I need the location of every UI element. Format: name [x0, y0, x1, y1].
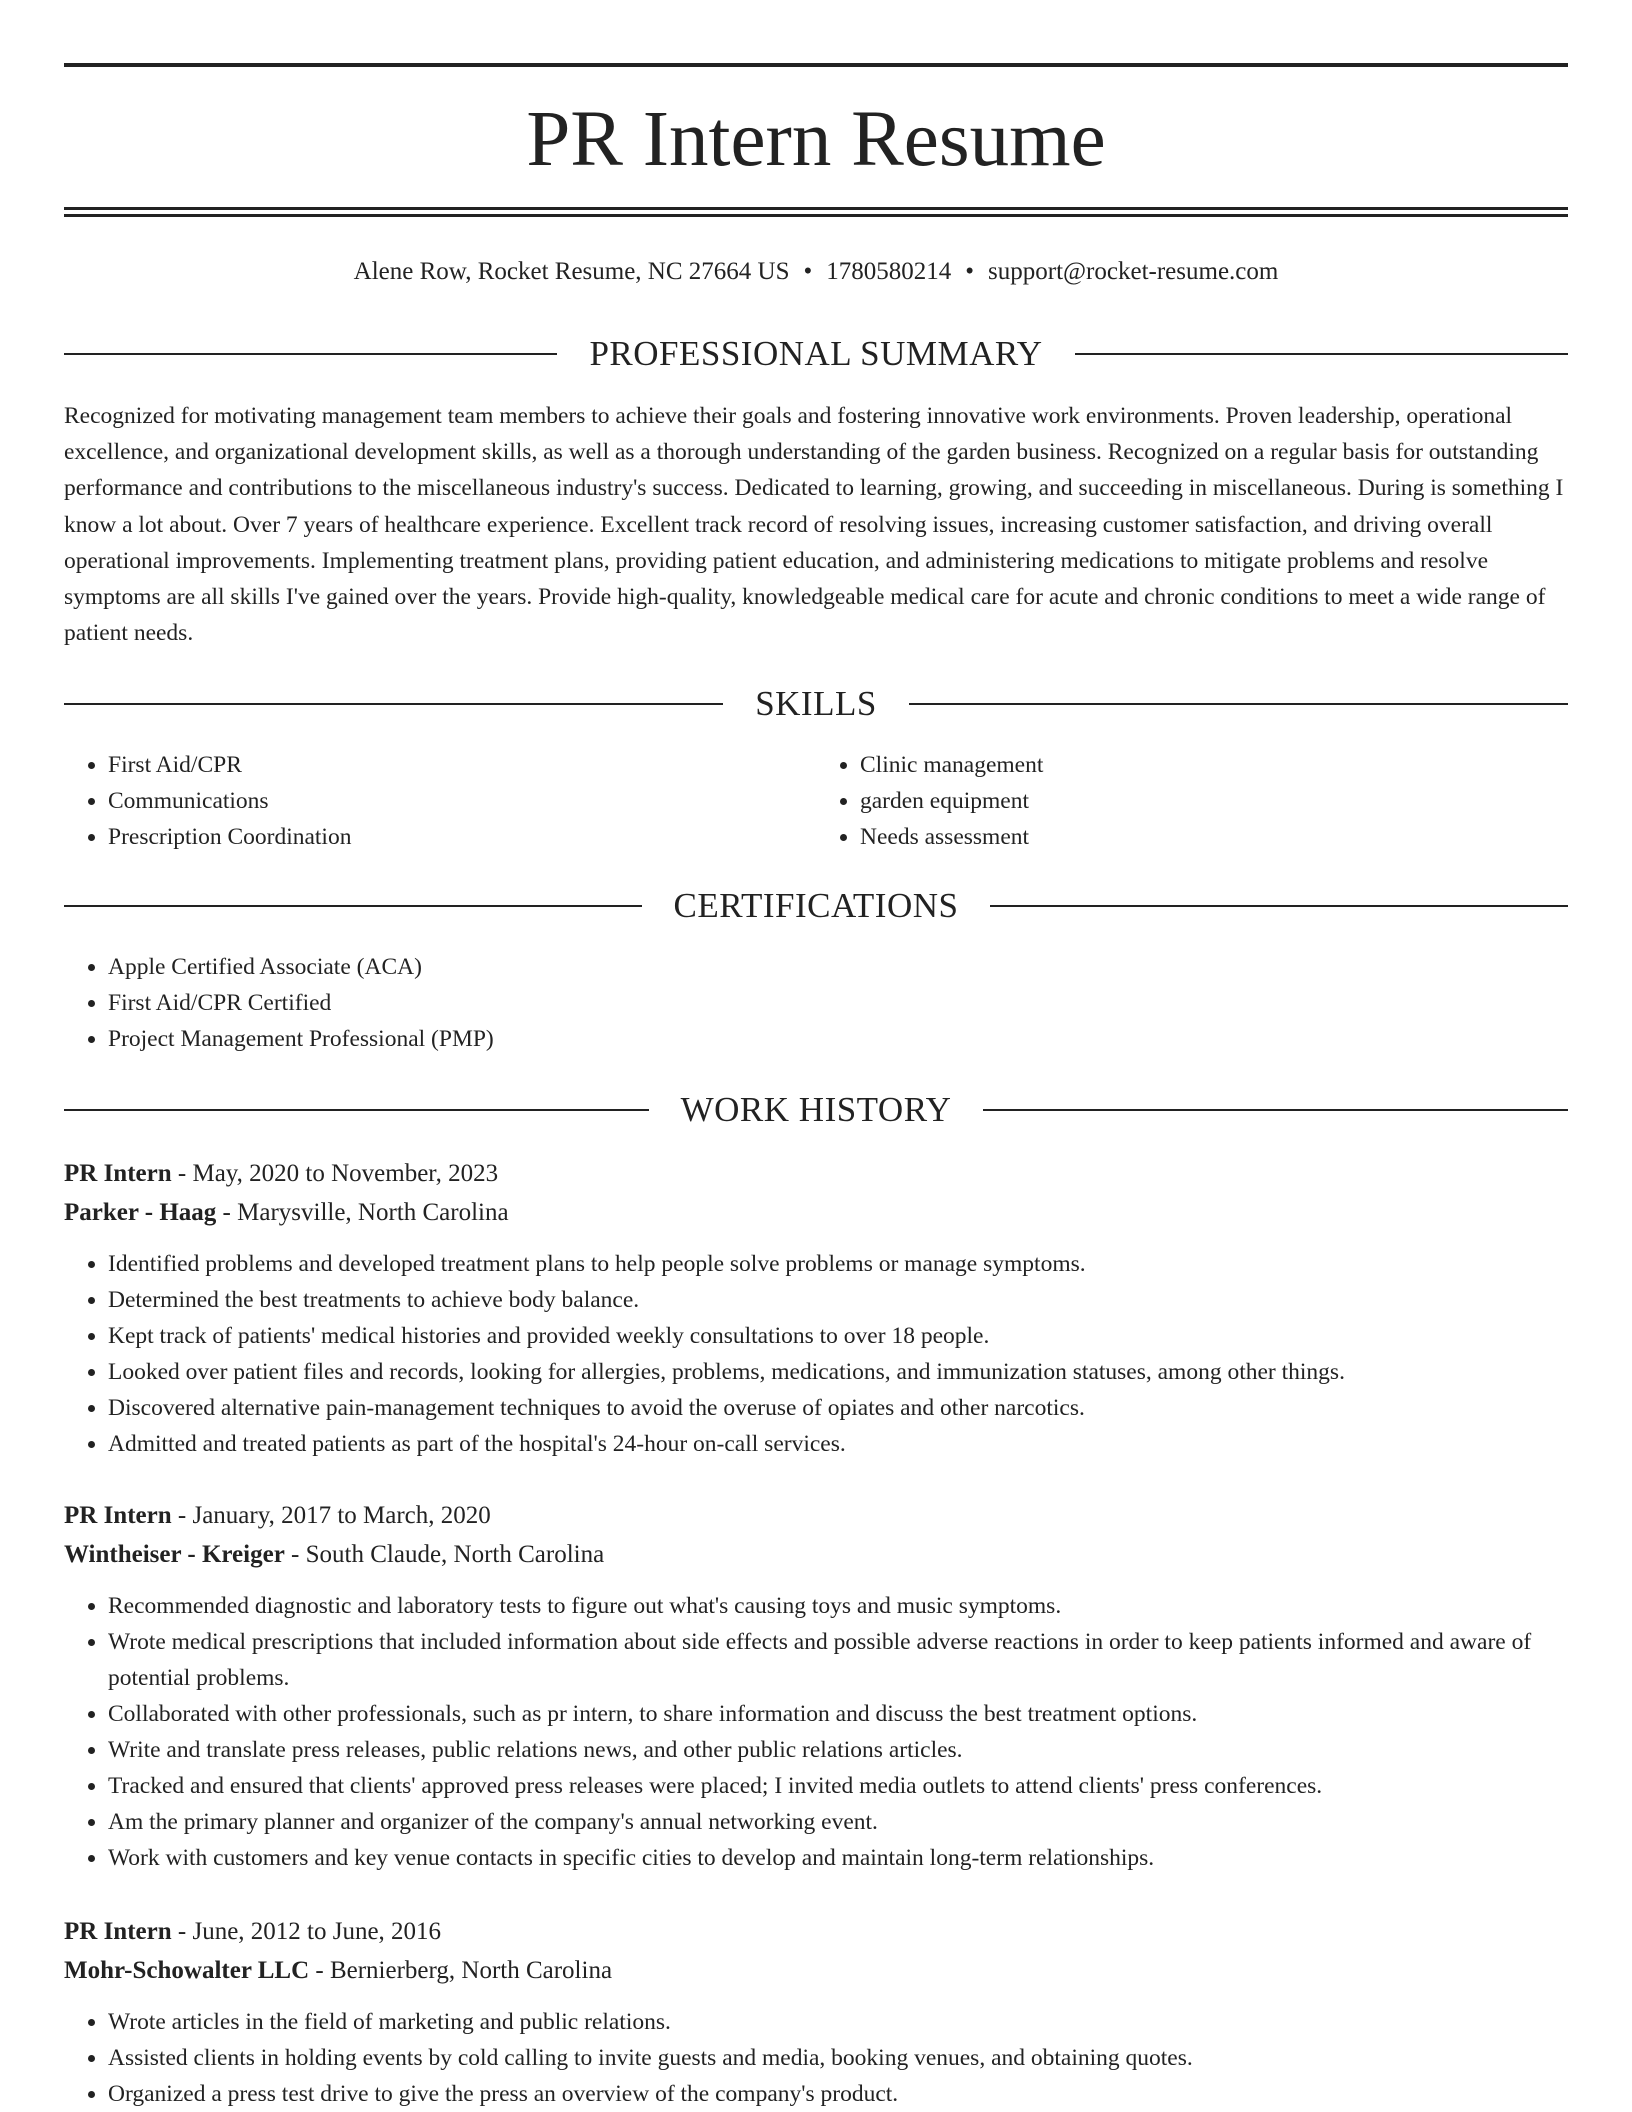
job-company-line [64, 1951, 1568, 1990]
section-heading-certifications [64, 886, 1568, 926]
job-duty: • Admitted and treated patients as part of the hospital's 24-hour on-call services. [108, 1426, 1568, 1462]
job-duty: • Kept track of patients' medical histories and provided weekly consultations to over 18 people. [108, 1318, 1568, 1354]
job-title: PR Intern [64, 1160, 172, 1187]
job-dates: - January, 2017 to March, 2020 [171, 1502, 491, 1529]
job-duty: • Recommended diagnostic and laboratory tests to figure out what's causing toys and music symptoms. [108, 1588, 1568, 1624]
job-duty: • Work with customers and key venue contacts in specific cities to develop and maintain long-term relationships. [108, 1840, 1568, 1876]
job-company: Mohr-Schowalter LLC [64, 1957, 310, 1984]
section-rule [983, 1109, 1568, 1111]
job-company: Parker - Haag [64, 1199, 217, 1226]
job-title-line [64, 1912, 1568, 1951]
section-title: SKILLS [755, 684, 877, 723]
contact-email: support@rocket-resume.com [988, 258, 1279, 285]
job-location: - Bernierberg, North Carolina [309, 1957, 613, 1984]
skill-item: • Communications [108, 783, 816, 819]
job-duties [64, 1588, 1568, 1876]
certification-item: • Apple Certified Associate (ACA) [108, 949, 1568, 985]
job-company: Wintheiser - Kreiger [64, 1541, 285, 1568]
section-rule [64, 1109, 649, 1111]
job-duty: • Assisted clients in holding events by cold calling to invite guests and media, booking venues, and obtaining quotes. [108, 2040, 1568, 2076]
contact-address: Alene Row, Rocket Resume, NC 27664 US [353, 258, 790, 285]
resume-title: PR Intern Resume [526, 96, 1106, 183]
contact-separator: • [803, 258, 813, 285]
job-duty: • Determined the best treatments to achieve body balance. [108, 1282, 1568, 1318]
job-duty: • Discovered alternative pain-management techniques to avoid the overuse of opiates and other narcotics. [108, 1390, 1568, 1426]
section-rule [64, 905, 642, 907]
section-rule [64, 353, 557, 355]
skill-item: • garden equipment [860, 783, 1568, 819]
job-entry [64, 1912, 1568, 2112]
section-title: PROFESSIONAL SUMMARY [589, 334, 1043, 373]
certification-item: • First Aid/CPR Certified [108, 985, 1568, 1021]
job-duties [64, 1246, 1568, 1462]
certifications-list [64, 949, 1568, 1057]
job-company-line [64, 1193, 1568, 1232]
job-dates: - May, 2020 to November, 2023 [171, 1160, 499, 1187]
job-title-line [64, 1496, 1568, 1535]
section-title: WORK HISTORY [680, 1090, 952, 1129]
section-rule [1075, 353, 1568, 355]
job-duty: • Looked over patient files and records, looking for allergies, problems, medications, and immunization statuses, among other things. [108, 1354, 1568, 1390]
skill-item: • Needs assessment [860, 819, 1568, 855]
job-location: - Marysville, North Carolina [216, 1199, 509, 1226]
job-duties [64, 2004, 1568, 2112]
skill-item: • Clinic management [860, 747, 1568, 783]
job-company-line [64, 1535, 1568, 1574]
job-duty: • Write and translate press releases, public relations news, and other public relations articles. [108, 1732, 1568, 1768]
skills-list [64, 747, 1568, 855]
job-duty: • Organized a press test drive to give the press an overview of the company's product. [108, 2076, 1568, 2112]
section-rule [64, 703, 723, 705]
job-duty: • Identified problems and developed treatment plans to help people solve problems or manage symptoms. [108, 1246, 1568, 1282]
job-dates: - June, 2012 to June, 2016 [171, 1918, 442, 1945]
job-title: PR Intern [64, 1502, 172, 1529]
section-rule [909, 703, 1568, 705]
skill-item: • First Aid/CPR [108, 747, 816, 783]
section-heading-summary [64, 334, 1568, 374]
job-duty: • Wrote medical prescriptions that included information about side effects and possible adverse reactions in order to keep patients informed and aware of potential problems. [108, 1624, 1568, 1696]
job-duty: • Am the primary planner and organizer of the company's annual networking event. [108, 1804, 1568, 1840]
section-title: CERTIFICATIONS [673, 886, 959, 925]
job-title: PR Intern [64, 1918, 172, 1945]
section-heading-work-history [64, 1090, 1568, 1130]
skill-item: • Prescription Coordination [108, 819, 816, 855]
contact-line [64, 254, 1568, 290]
section-rule [990, 905, 1568, 907]
job-title-line [64, 1154, 1568, 1193]
top-rule [64, 63, 1568, 67]
contact-phone: 1780580214 [826, 258, 952, 285]
job-duty: • Wrote articles in the field of marketing and public relations. [108, 2004, 1568, 2040]
certification-item: • Project Management Professional (PMP) [108, 1021, 1568, 1057]
job-entry [64, 1154, 1568, 1462]
job-duty: • Collaborated with other professionals, such as pr intern, to share information and discuss the best treatment options. [108, 1696, 1568, 1732]
skills-column-left [64, 747, 816, 855]
job-entry [64, 1496, 1568, 1876]
section-heading-skills [64, 684, 1568, 724]
job-duty: • Tracked and ensured that clients' approved press releases were placed; I invited media outlets to attend clients' press conferences. [108, 1768, 1568, 1804]
title-double-rule [64, 207, 1568, 217]
job-location: - South Claude, North Carolina [284, 1541, 605, 1568]
contact-separator: • [965, 258, 975, 285]
professional-summary: Recognized for motivating management team members to achieve their goals and fostering innovative work environments. Proven leadership, operational excellence, and organizational development skills, as well as a thorough understanding of the garden business. Recognized on a regular basis for outstanding performance and contributions to the miscellaneous industry's success. Dedicated to learning, growing, and succeeding in miscellaneous. During is something I know a lot about. Over 7 years of healthcare experience. Excellent track record of resolving issues, increasing customer satisfaction, and driving overall operational improvements. Implementing treatment plans, providing patient education, and administering medications to mitigate problems and resolve symptoms are all skills I've gained over the years. Provide high-quality, knowledgeable medical care for acute and chronic conditions to meet a wide range of patient needs. [64, 403, 1564, 647]
skills-column-right [816, 747, 1568, 855]
